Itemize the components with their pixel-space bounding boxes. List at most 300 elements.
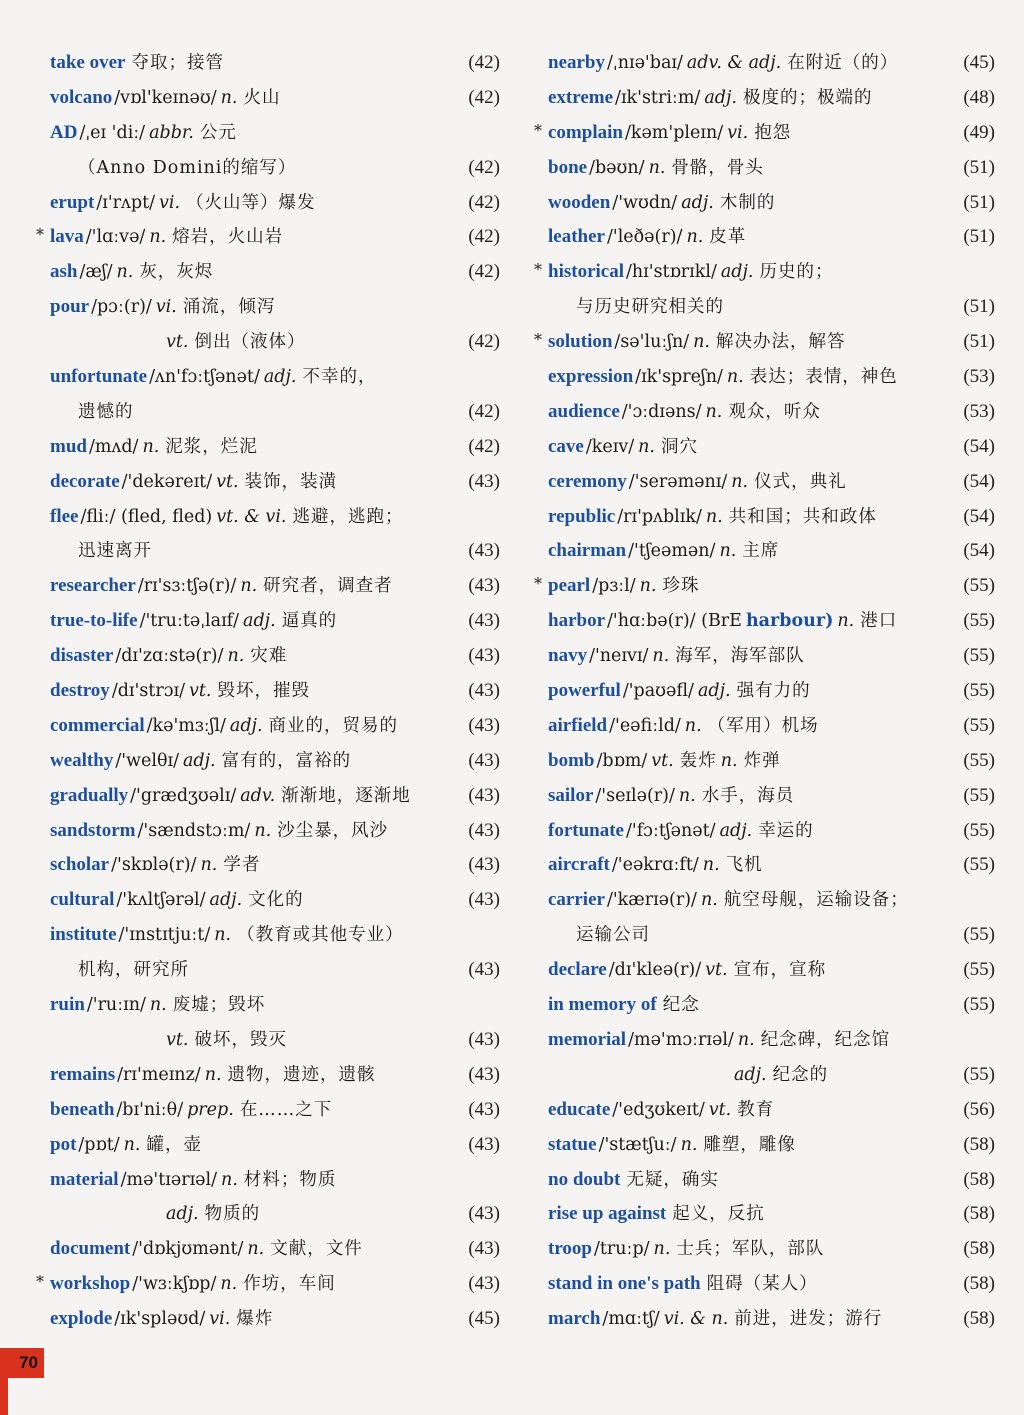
page-reference: (43) bbox=[468, 610, 500, 632]
pronunciation: /'tʃeəmən/ bbox=[628, 541, 716, 562]
page-reference: (45) bbox=[468, 1308, 500, 1330]
pronunciation: /'lɑːvə/ bbox=[85, 227, 146, 248]
vocab-entry bbox=[50, 953, 500, 988]
headword: take over bbox=[50, 52, 126, 73]
part-of-speech: n. bbox=[837, 611, 855, 632]
pronunciation: /'dɒkjʊmənt/ bbox=[132, 1239, 244, 1260]
headword: expression bbox=[548, 366, 634, 388]
definition: 洞穴 bbox=[660, 436, 698, 457]
part-of-speech: n. bbox=[247, 1239, 265, 1260]
headword: nearby bbox=[548, 52, 605, 73]
definition: 主席 bbox=[742, 541, 780, 562]
vocab-entry bbox=[548, 290, 995, 325]
headword: extreme bbox=[548, 86, 614, 108]
page-reference: (55) bbox=[963, 575, 995, 597]
page-reference: (58) bbox=[963, 1273, 995, 1295]
page-reference: (55) bbox=[963, 1063, 995, 1085]
part-of-speech: n. bbox=[678, 785, 696, 806]
vocab-entry bbox=[50, 779, 500, 814]
page-reference: (43) bbox=[468, 1028, 500, 1050]
part-of-speech: n. bbox=[705, 401, 723, 422]
definition: 纪念 bbox=[662, 995, 700, 1016]
vocab-entry bbox=[50, 430, 500, 465]
part-of-speech: vi. bbox=[209, 1309, 231, 1330]
definition: （军用）机场 bbox=[707, 715, 819, 736]
page-reference: (43) bbox=[468, 784, 500, 806]
definition: 极度的；极端的 bbox=[742, 87, 873, 108]
definition: 轰炸 bbox=[679, 750, 717, 771]
page-reference: (42) bbox=[468, 331, 500, 353]
headword: flee bbox=[50, 505, 79, 527]
definition: 破坏，毁灭 bbox=[194, 1029, 287, 1050]
star-marker-icon: * bbox=[36, 225, 44, 245]
headword: decorate bbox=[50, 470, 120, 492]
vocab-entry bbox=[548, 744, 995, 779]
continued-definition: 迅速离开 bbox=[78, 541, 152, 562]
definition: 商业的，贸易的 bbox=[268, 715, 399, 736]
part-of-speech: n. bbox=[700, 890, 718, 911]
definition: 海军，海军部队 bbox=[675, 646, 805, 667]
headword: cultural bbox=[50, 889, 115, 911]
definition: 遗物，遗迹，遗骸 bbox=[227, 1064, 376, 1085]
definition: 逼真的 bbox=[281, 611, 338, 632]
part-of-speech: adj. bbox=[719, 820, 753, 841]
headword: solution bbox=[548, 331, 613, 353]
page-reference: (48) bbox=[963, 86, 995, 108]
headword: statue bbox=[548, 1133, 597, 1155]
headword: march bbox=[548, 1308, 601, 1330]
headword: pearl bbox=[548, 575, 591, 597]
vocab-entry bbox=[50, 395, 500, 430]
definition: 炸弹 bbox=[743, 750, 781, 771]
part-of-speech: adj. bbox=[681, 192, 714, 213]
definition: 木制的 bbox=[719, 192, 776, 213]
part-of-speech: n. bbox=[240, 576, 258, 597]
part-of-speech: n. bbox=[254, 820, 272, 841]
vocab-entry bbox=[548, 1267, 995, 1302]
headword: erupt bbox=[50, 191, 95, 213]
page-reference: (51) bbox=[963, 331, 995, 353]
definition: 文献，文件 bbox=[270, 1239, 363, 1260]
page-reference: (42) bbox=[468, 156, 500, 178]
definition: 熔岩，火山岩 bbox=[172, 227, 284, 248]
headword: memorial bbox=[548, 1028, 627, 1050]
vocab-entry bbox=[50, 290, 500, 325]
vocab-entry bbox=[548, 220, 995, 255]
definition: 表达；表情，神色 bbox=[749, 367, 898, 388]
part-of-speech: adj. bbox=[166, 1204, 199, 1225]
pronunciation: /'dekəreɪt/ bbox=[121, 471, 213, 492]
pronunciation: /'paʊəfl/ bbox=[622, 681, 694, 702]
pronunciation: /kə'mɜːʃl/ bbox=[146, 715, 226, 736]
part-of-speech: n. bbox=[737, 1029, 755, 1050]
headword: republic bbox=[548, 505, 616, 527]
definition: 幸运的 bbox=[758, 820, 814, 841]
pronunciation: /ɪ'rʌpt/ bbox=[96, 192, 156, 213]
page-reference: (51) bbox=[963, 296, 995, 318]
vocab-entry bbox=[50, 883, 500, 918]
headword: volcano bbox=[50, 86, 113, 108]
definition: 夺取；接管 bbox=[131, 53, 224, 73]
definition: 废墟；毁坏 bbox=[172, 995, 266, 1016]
part-of-speech: n. bbox=[684, 715, 702, 736]
page-reference: (51) bbox=[963, 226, 995, 248]
part-of-speech: adj. bbox=[229, 715, 263, 736]
headword: sailor bbox=[548, 784, 594, 806]
pronunciation: /'skɒlə(r)/ bbox=[111, 855, 197, 876]
headword: researcher bbox=[50, 575, 136, 597]
definition: 雕塑，雕像 bbox=[703, 1134, 796, 1155]
page-reference: (43) bbox=[468, 680, 500, 702]
part-of-speech: n. bbox=[116, 262, 134, 283]
part-of-speech: n. bbox=[648, 157, 666, 178]
definition: 在……之下 bbox=[239, 1099, 333, 1120]
headword: remains bbox=[50, 1063, 116, 1085]
definition: 强有力的 bbox=[736, 681, 811, 702]
part-of-speech: n. bbox=[200, 855, 218, 876]
part-of-speech: adj. bbox=[734, 1064, 767, 1085]
page-reference: (42) bbox=[468, 191, 500, 213]
page-reference: (42) bbox=[468, 261, 500, 283]
page-reference: (43) bbox=[468, 1133, 500, 1155]
definition: 珍珠 bbox=[662, 576, 700, 597]
part-of-speech: n. bbox=[719, 541, 737, 562]
definition: 不幸的， bbox=[302, 367, 377, 388]
part-of-speech: adj. bbox=[183, 750, 216, 771]
headword: material bbox=[50, 1168, 119, 1190]
definition: 飞机 bbox=[725, 855, 763, 876]
vocab-entry bbox=[50, 639, 500, 674]
definition: 前进，进发；游行 bbox=[734, 1309, 883, 1330]
pronunciation: /ˌeɪ 'diː/ bbox=[79, 122, 146, 143]
definition: 历史的； bbox=[759, 262, 834, 283]
pronunciation: /mʌd/ bbox=[88, 436, 139, 457]
headword: chairman bbox=[548, 540, 627, 562]
pronunciation: /dɪ'strɔɪ/ bbox=[111, 681, 185, 702]
vocab-entry bbox=[548, 186, 995, 221]
pronunciation: /mə'mɔːrɪəl/ bbox=[628, 1029, 734, 1050]
pronunciation: /mɑːtʃ/ bbox=[602, 1309, 660, 1330]
star-marker-icon: * bbox=[534, 260, 542, 280]
headword: fortunate bbox=[548, 819, 624, 841]
part-of-speech: adj. bbox=[704, 87, 737, 108]
vocab-entry bbox=[548, 779, 995, 814]
definition: 航空母舰，运输设备； bbox=[723, 890, 909, 911]
vocab-entry bbox=[548, 395, 995, 430]
pronunciation: /vɒl'keɪnəʊ/ bbox=[114, 87, 217, 108]
vocab-entry bbox=[548, 988, 995, 1023]
definition: 涌流，倾泻 bbox=[182, 297, 276, 318]
continued-definition: （Anno Domini的缩写） bbox=[78, 157, 297, 178]
vocab-entry bbox=[548, 1128, 995, 1163]
headword: workshop bbox=[50, 1273, 131, 1295]
part-of-speech: n. bbox=[705, 506, 723, 527]
definition: 爆炸 bbox=[236, 1309, 274, 1330]
page-reference: (55) bbox=[963, 714, 995, 736]
page-reference: (55) bbox=[963, 994, 995, 1016]
vocab-entry bbox=[50, 360, 500, 395]
vocab-entry bbox=[50, 709, 500, 744]
page-reference: (55) bbox=[963, 680, 995, 702]
headword: lava bbox=[50, 226, 84, 248]
headword: explode bbox=[50, 1308, 113, 1330]
part-of-speech: adj. bbox=[720, 262, 754, 283]
vocab-entry bbox=[36, 220, 500, 255]
pronunciation: /'welθɪ/ bbox=[115, 750, 179, 771]
part-of-speech: n. bbox=[220, 87, 238, 108]
vocab-entry bbox=[50, 500, 500, 535]
headword: cave bbox=[548, 435, 584, 457]
part-of-speech: n. bbox=[142, 436, 160, 457]
part-of-speech: adj. bbox=[209, 890, 243, 911]
page-reference: (42) bbox=[468, 400, 500, 422]
headword: no doubt bbox=[548, 1168, 621, 1190]
part-of-speech: prep. bbox=[187, 1099, 234, 1120]
part-of-speech: n. bbox=[693, 332, 710, 353]
definition: 毁坏，摧毁 bbox=[217, 681, 310, 702]
pronunciation: /'hɑːbə(r)/ (BrE bbox=[607, 611, 742, 632]
part-of-speech: n. bbox=[731, 471, 749, 492]
continued-definition: 运输公司 bbox=[576, 925, 650, 946]
vocab-entry bbox=[50, 1058, 500, 1093]
vocab-entry bbox=[548, 360, 995, 395]
page-reference: (51) bbox=[963, 156, 995, 178]
part-of-speech: n. bbox=[149, 995, 167, 1016]
definition: 阻碍（某人） bbox=[706, 1274, 818, 1295]
part-of-speech: vi. & n. bbox=[663, 1309, 729, 1330]
headword: pot bbox=[50, 1133, 77, 1155]
headword: in memory of bbox=[548, 994, 657, 1016]
definition: 火山 bbox=[243, 87, 281, 108]
vocab-entry bbox=[548, 81, 995, 116]
page-reference: (55) bbox=[963, 819, 995, 841]
headword: educate bbox=[548, 1098, 611, 1120]
part-of-speech: vt. bbox=[189, 681, 212, 702]
page-reference: (43) bbox=[468, 470, 500, 492]
vocab-entry bbox=[50, 81, 500, 116]
definition: （教育或其他专业） bbox=[237, 925, 404, 946]
page-reference: (51) bbox=[963, 191, 995, 213]
definition: 宣布，宣称 bbox=[733, 960, 827, 981]
star-marker-icon: * bbox=[36, 1272, 44, 1292]
part-of-speech: adv. & adj. bbox=[686, 53, 782, 73]
definition: 无疑，确实 bbox=[626, 1169, 719, 1190]
vocab-entry bbox=[548, 534, 995, 569]
headword: bone bbox=[548, 156, 588, 178]
vocab-entry bbox=[50, 325, 500, 360]
vocab-entry bbox=[50, 1197, 500, 1232]
vocab-entry bbox=[36, 1267, 500, 1302]
definition: 物质的 bbox=[204, 1204, 261, 1225]
page-reference: (43) bbox=[468, 959, 500, 981]
headword: pour bbox=[50, 296, 90, 318]
vocab-entry bbox=[50, 1023, 500, 1058]
page-reference: (54) bbox=[963, 505, 995, 527]
page-reference: (55) bbox=[963, 959, 995, 981]
definition: 港口 bbox=[860, 611, 898, 632]
page-number: 70 bbox=[0, 1348, 44, 1378]
part-of-speech: vt. bbox=[216, 471, 239, 492]
pronunciation: /keɪv/ bbox=[585, 436, 635, 457]
pronunciation: /ɪk'spləʊd/ bbox=[114, 1309, 206, 1330]
pronunciation: /ɪk'striːm/ bbox=[615, 87, 701, 108]
page-reference: (43) bbox=[468, 714, 500, 736]
star-marker-icon: * bbox=[534, 574, 542, 594]
star-marker-icon: * bbox=[534, 120, 542, 140]
pronunciation: /rɪ'sɜːtʃə(r)/ bbox=[137, 576, 237, 597]
headword: navy bbox=[548, 645, 588, 667]
definition: （火山等）爆发 bbox=[186, 192, 316, 213]
page-reference: (43) bbox=[468, 1238, 500, 1260]
vocab-entry bbox=[548, 848, 995, 883]
pronunciation: /'wʊdn/ bbox=[612, 192, 678, 213]
headword: disaster bbox=[50, 645, 114, 667]
pronunciation: /'wɜːkʃɒp/ bbox=[132, 1274, 217, 1295]
pronunciation: /'grædʒʊəlɪ/ bbox=[130, 785, 237, 806]
pronunciation: /ˌnɪə'baɪ/ bbox=[607, 53, 683, 73]
headword: ash bbox=[50, 261, 78, 283]
definition: 灰，灰烬 bbox=[139, 262, 214, 283]
vocab-entry bbox=[50, 604, 500, 639]
page-reference: (55) bbox=[963, 854, 995, 876]
definition: 解决办法，解答 bbox=[716, 332, 846, 353]
vocab-entry bbox=[548, 639, 995, 674]
page-reference: (45) bbox=[963, 52, 995, 73]
headword: harbor bbox=[548, 610, 605, 632]
vocab-entry bbox=[50, 116, 500, 151]
vocab-entry bbox=[50, 186, 500, 221]
page-reference: (42) bbox=[468, 435, 500, 457]
definition: 作坊，车间 bbox=[243, 1274, 336, 1295]
part-of-speech: n. bbox=[680, 1134, 698, 1155]
vocab-entry bbox=[50, 1128, 500, 1163]
part-of-speech: n. bbox=[214, 925, 232, 946]
vocab-entry bbox=[548, 709, 995, 744]
pronunciation: /ʌn'fɔːtʃənət/ bbox=[149, 367, 260, 388]
headword: leather bbox=[548, 226, 605, 248]
star-marker-icon: * bbox=[534, 330, 542, 350]
vocab-entry bbox=[548, 814, 995, 849]
page-reference: (55) bbox=[963, 749, 995, 771]
vocab-entry bbox=[534, 325, 995, 360]
left-column bbox=[36, 46, 500, 1337]
pronunciation: /bəʊn/ bbox=[589, 157, 645, 178]
page-reference: (53) bbox=[963, 400, 995, 422]
headword: mud bbox=[50, 435, 87, 457]
page-reference: (58) bbox=[963, 1203, 995, 1225]
page-reference: (55) bbox=[963, 924, 995, 946]
part-of-speech: n. bbox=[720, 750, 738, 771]
headword: stand in one's path bbox=[548, 1273, 701, 1295]
headword: airfield bbox=[548, 714, 608, 736]
headword: historical bbox=[548, 261, 624, 283]
vocab-entry bbox=[548, 953, 995, 988]
part-of-speech: adj. bbox=[697, 681, 731, 702]
page-reference: (49) bbox=[963, 121, 995, 143]
pronunciation: /ɪk'spreʃn/ bbox=[635, 367, 723, 388]
part-of-speech: vt. bbox=[651, 750, 674, 771]
page-reference: (54) bbox=[963, 435, 995, 457]
headword: unfortunate bbox=[50, 366, 148, 388]
headword: carrier bbox=[548, 889, 605, 911]
headword: powerful bbox=[548, 680, 621, 702]
definition: 灾难 bbox=[250, 646, 288, 667]
vocab-entry bbox=[548, 1302, 995, 1337]
definition: 沙尘暴，风沙 bbox=[277, 820, 389, 841]
definition: 仪式，典礼 bbox=[754, 471, 847, 492]
definition: 教育 bbox=[737, 1099, 775, 1120]
headword: destroy bbox=[50, 680, 110, 702]
vocab-entry bbox=[50, 1163, 500, 1198]
part-of-speech: vt. bbox=[166, 332, 189, 353]
definition: 共和国；共和政体 bbox=[728, 506, 877, 527]
part-of-speech: n. bbox=[220, 1274, 238, 1295]
vocab-entry bbox=[50, 534, 500, 569]
part-of-speech: n. bbox=[221, 1169, 238, 1190]
part-of-speech: adj. bbox=[243, 611, 276, 632]
vocab-entry bbox=[548, 1023, 995, 1058]
pronunciation: /'ɔːdɪəns/ bbox=[621, 401, 702, 422]
vocab-entry bbox=[548, 1232, 995, 1267]
headword: rise up against bbox=[548, 1203, 667, 1225]
pronunciation: /rɪ'meɪnz/ bbox=[117, 1064, 201, 1085]
pronunciation: /'ruːɪn/ bbox=[86, 995, 146, 1016]
pronunciation: /'kærɪə(r)/ bbox=[606, 890, 697, 911]
part-of-speech: n. bbox=[123, 1134, 141, 1155]
part-of-speech: adv. bbox=[240, 785, 276, 806]
pronunciation: /'sændstɔːm/ bbox=[137, 820, 251, 841]
vocab-entry bbox=[548, 151, 995, 186]
vocab-entry bbox=[548, 674, 995, 709]
vocab-entry bbox=[548, 1163, 995, 1198]
page-reference: (43) bbox=[468, 889, 500, 911]
definition: 纪念的 bbox=[772, 1064, 829, 1085]
pronunciation: /pɜːl/ bbox=[592, 576, 636, 597]
definition: 纪念碑，纪念馆 bbox=[760, 1029, 891, 1050]
headword: wooden bbox=[548, 191, 611, 213]
vocab-entry bbox=[50, 151, 500, 186]
definition: 倒出（液体） bbox=[194, 332, 306, 353]
definition: 装饰，装潢 bbox=[244, 471, 338, 492]
headword: beneath bbox=[50, 1098, 115, 1120]
headword: audience bbox=[548, 400, 620, 422]
part-of-speech: abbr. bbox=[149, 122, 194, 143]
page-reference: (55) bbox=[963, 784, 995, 806]
part-of-speech: n. bbox=[204, 1064, 222, 1085]
pronunciation: /'leðə(r)/ bbox=[606, 227, 683, 248]
pronunciation: /fliː/ (fled, fled) bbox=[80, 506, 213, 527]
headword: aircraft bbox=[548, 854, 610, 876]
definition: 学者 bbox=[223, 855, 261, 876]
pronunciation: /sə'luːʃn/ bbox=[614, 332, 690, 353]
vocab-entry bbox=[548, 883, 995, 918]
vocab-entry bbox=[548, 46, 995, 81]
vocab-entry bbox=[50, 1093, 500, 1128]
vocab-entry bbox=[50, 255, 500, 290]
vocab-entry bbox=[548, 604, 995, 639]
pronunciation: /'seɪlə(r)/ bbox=[595, 785, 675, 806]
pronunciation: /'fɔːtʃənət/ bbox=[625, 820, 716, 841]
definition: 泥浆，烂泥 bbox=[165, 436, 258, 457]
definition: 公元 bbox=[199, 122, 237, 143]
definition: 观众，听众 bbox=[728, 401, 821, 422]
pronunciation: /bɪ'niːθ/ bbox=[116, 1099, 184, 1120]
definition: 起义，反抗 bbox=[672, 1204, 765, 1225]
pronunciation: /rɪ'pʌblɪk/ bbox=[617, 506, 702, 527]
pronunciation: /kəm'pleɪn/ bbox=[624, 122, 724, 143]
headword: true-to-life bbox=[50, 610, 138, 632]
pronunciation: /hɪ'stɒrɪkl/ bbox=[626, 262, 717, 283]
